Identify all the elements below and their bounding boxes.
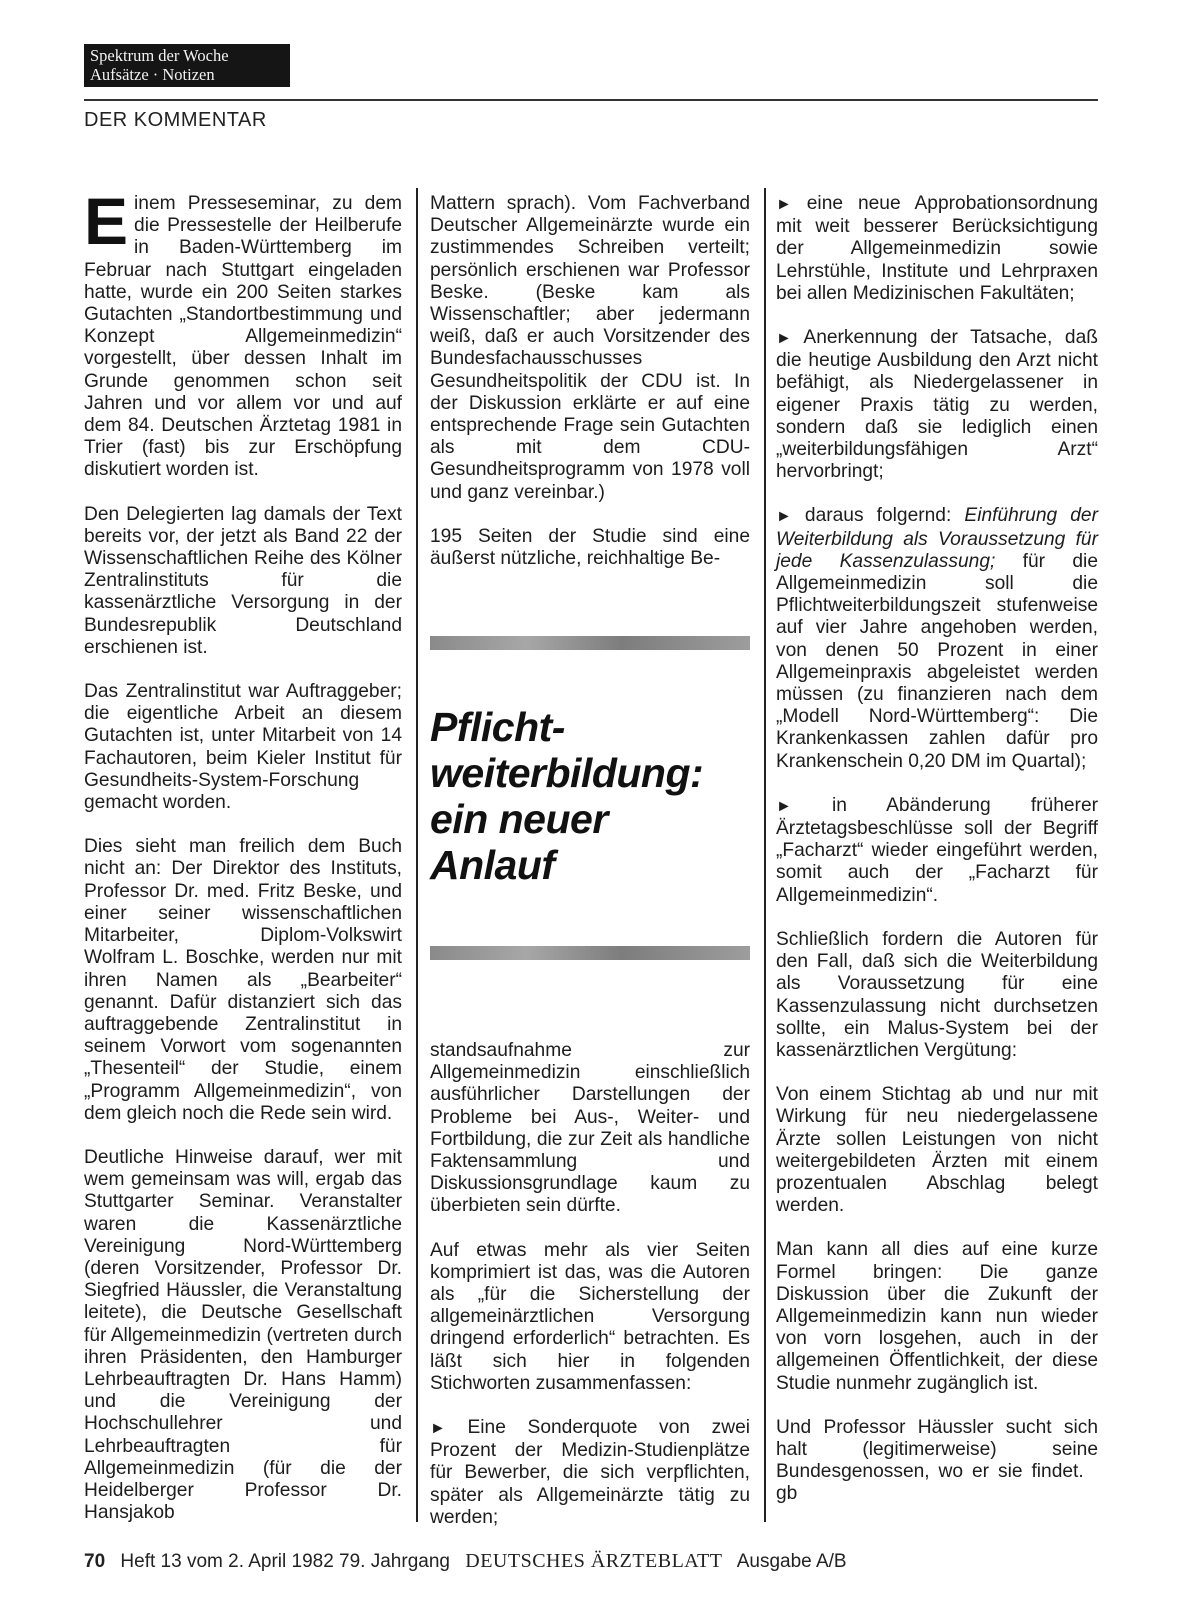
paragraph: ► in Abänderung früherer Ärztetagsbeschlüsse soll der Begriff „Facharzt“ wieder eingeführt werden, somit auch der „Facharzt für Allgemeinmedizin“. — [776, 794, 1098, 906]
paragraph: Auf etwas mehr als vier Seiten komprimiert ist das, was die Autoren als „für die Sicherstellung der allgemeinärztlichen Versorgung dringend erforderlich“ betrachten. Es läßt sich hier in folgenden Stichworten zusammenfassen: — [430, 1239, 750, 1394]
paragraph: ► eine neue Approbationsordnung mit weit besserer Berücksichtigung der Allgemeinmedizin sowie Lehrstühle, Institute und Lehrpraxen bei allen Medizinischen Fakultäten; — [776, 193, 1098, 304]
journal-name: DEUTSCHES ÄRZTEBLATT — [465, 1550, 723, 1572]
bullet-icon: ► — [776, 797, 792, 815]
column-2-bottom — [430, 1040, 750, 1551]
column-3 — [776, 193, 1098, 1528]
masthead-line-1: Spektrum der Woche — [90, 46, 229, 65]
paragraph: ► Eine Sonderquote von zwei Prozent der Medizin-Studienplätze für Bewerber, die sich verpflichten, später als Allgemeinärzte tätig zu werden; — [430, 1417, 750, 1528]
paragraph: standsaufnahme zur Allgemeinmedizin einschließlich ausführlicher Darstellungen der Probleme bei Aus-, Weiter- und Fortbildung, die zur Zeit als handliche Faktensammlung und Diskussionsgrundlage kaum zu überbieten sein dürfte. — [430, 1040, 750, 1217]
column-divider — [416, 188, 418, 1522]
drop-cap: E — [84, 184, 129, 258]
edition-info: Ausgabe A/B — [736, 1551, 847, 1572]
column-1 — [84, 184, 402, 1546]
headline-line: ein neuer — [430, 796, 608, 842]
paragraph: Und Professor Häussler sucht sich halt (legitimerweise) seine Bundesgenossen, wo er sie findet. gb — [776, 1416, 1098, 1505]
paragraph: ► daraus folgernd: Einführung der Weiterbildung als Voraussetzung für jede Kassenzulassung; für die Allgemeinmedizin soll die Pflichtweiterbildungszeit stufenweise auf vier Jahre angehoben werden, von denen 50 Prozent in einer Allgemeinpraxis abgeleistet werden müssen (zu finanzieren nach dem „Modell Nord-Württemberg“: Die Krankenkassen zahlen dafür pro Krankenschein 0,20 DM im Quartal); — [776, 505, 1098, 772]
paragraph: ► Anerkennung der Tatsache, daß die heutige Ausbildung den Arzt nicht befähigt, als Niedergelassener in eigener Praxis tätig zu werden, sondern daß sie lediglich einen „weiterbildungsfähigen Arzt“ hervorbringt; — [776, 327, 1098, 483]
paragraph: Schließlich fordern die Autoren für den Fall, daß sich die Weiterbildung als Voraussetzung für eine Kassenzulassung nicht durchsetzen sollte, ein Malus-System bei der kassenärztlichen Vergütung: — [776, 928, 1098, 1061]
article-headline — [430, 704, 750, 888]
paragraph: Den Delegierten lag damals der Text bereits vor, der jetzt als Band 22 der Wissenschaftlichen Reihe des Kölner Zentralinstituts für die kassenärztliche Versorgung in der Bundesrepublik Deutschland erschienen ist. — [84, 503, 402, 658]
top-rule — [84, 99, 1098, 101]
headline-bar-bottom — [430, 946, 750, 960]
issue-info: Heft 13 vom 2. April 1982 79. Jahrgang — [120, 1551, 450, 1572]
emphasis: Einführung der Weiterbildung als Voraussetzung für jede Kassenzulassung; — [776, 505, 1098, 572]
headline-line: Anlauf — [430, 842, 555, 888]
page-footer — [84, 1550, 847, 1573]
paragraph: Einem Presseseminar, zu dem die Pressestelle der Heilberufe in Baden-Württemberg im Februar nach Stuttgart eingeladen hatte, wurde ein 200 Seiten starkes Gutachten „Standortbestimmung und Konzept Allgemeinmedizin“ vorgestellt, über dessen Inhalt im Grunde genommen schon seit Jahren und vor allem vor und auf dem 84. Deutschen Ärztetag 1981 in Trier (fast) bis zur Erschöpfung diskutiert worden ist. — [84, 184, 402, 481]
section-label: DER KOMMENTAR — [84, 109, 267, 131]
paragraph: Man kann all dies auf eine kurze Formel bringen: Die ganze Diskussion über die Zukunft der Allgemeinmedizin kann nun wieder von vorn losgehen, auch in der allgemeinen Öffentlichkeit, der diese Studie nunmehr zugänglich ist. — [776, 1239, 1098, 1394]
bullet-icon: ► — [430, 1420, 446, 1438]
column-divider — [764, 188, 766, 1522]
paragraph: Mattern sprach). Vom Fachverband Deutscher Allgemeinärzte wurde ein zustimmendes Schreiben verteilt; persönlich erschienen war Professor Beske. (Beske kam als Wissenschaftler; aber jedermann weiß, daß er auch Vorsitzender des Bundesfachausschusses Gesundheitspolitik der CDU ist. In der Diskussion erklärte er auf eine entsprechende Frage sein Gutachten als mit dem CDU-Gesundheitsprogramm von 1978 voll und ganz vereinbar.) — [430, 193, 750, 503]
page-number: 70 — [84, 1551, 106, 1572]
headline-bar-top — [430, 636, 750, 650]
bullet-icon: ► — [776, 196, 792, 213]
bullet-icon: ► — [776, 330, 792, 348]
headline-line: weiterbildung: — [430, 750, 704, 796]
paragraph: Dies sieht man freilich dem Buch nicht an: Der Direktor des Instituts, Professor Dr. med. Fritz Beske, und einer seiner wissenschaftlichen Mitarbeiter, Diplom-Volkswirt Wolfram L. Boschke, werden nur mit ihren Namen als „Bearbeiter“ genannt. Dafür distanziert sich das auftraggebende Zentralinstitut in seinem Vorwort vom sogenannten „Thesenteil“ der Studie, einem „Programm Allgemeinmedizin“, von dem gleich noch die Rede sein wird. — [84, 836, 402, 1124]
headline-line: Pflicht- — [430, 704, 565, 750]
masthead-line-2: Aufsätze · Notizen — [90, 65, 215, 84]
column-2-top — [430, 193, 750, 592]
author-signature: gb — [776, 1483, 798, 1505]
section-masthead — [84, 44, 290, 87]
paragraph: Von einem Stichtag ab und nur mit Wirkung für neu niedergelassene Ärzte sollen Leistungen von nicht weitergebildeten Ärzten mit einem prozentualen Abschlag belegt werden. — [776, 1084, 1098, 1217]
paragraph: 195 Seiten der Studie sind eine äußerst nützliche, reichhaltige Be- — [430, 525, 750, 570]
paragraph: Das Zentralinstitut war Auftraggeber; die eigentliche Arbeit an diesem Gutachten ist, unter Mitarbeit von 14 Fachautoren, beim Kieler Institut für Gesundheits-System-Forschung gemacht worden. — [84, 681, 402, 814]
paragraph: Deutliche Hinweise darauf, wer mit wem gemeinsam was will, ergab das Stuttgarter Seminar. Veranstalter waren die Kassenärztliche Vereinigung Nord-Württemberg (deren Vorsitzender, Professor Dr. Siegfried Häussler, die Veranstaltung leitete), die Deutsche Gesellschaft für Allgemeinmedizin (vertreten durch ihren Präsidenten, den Hamburger Lehrbeauftragten Dr. Hans Hamm) und die Vereinigung der Hochschullehrer und Lehrbeauftragten für Allgemeinmedizin (für die der Heidelberger Professor Dr. Hansjakob — [84, 1146, 402, 1524]
bullet-icon: ► — [776, 508, 792, 526]
